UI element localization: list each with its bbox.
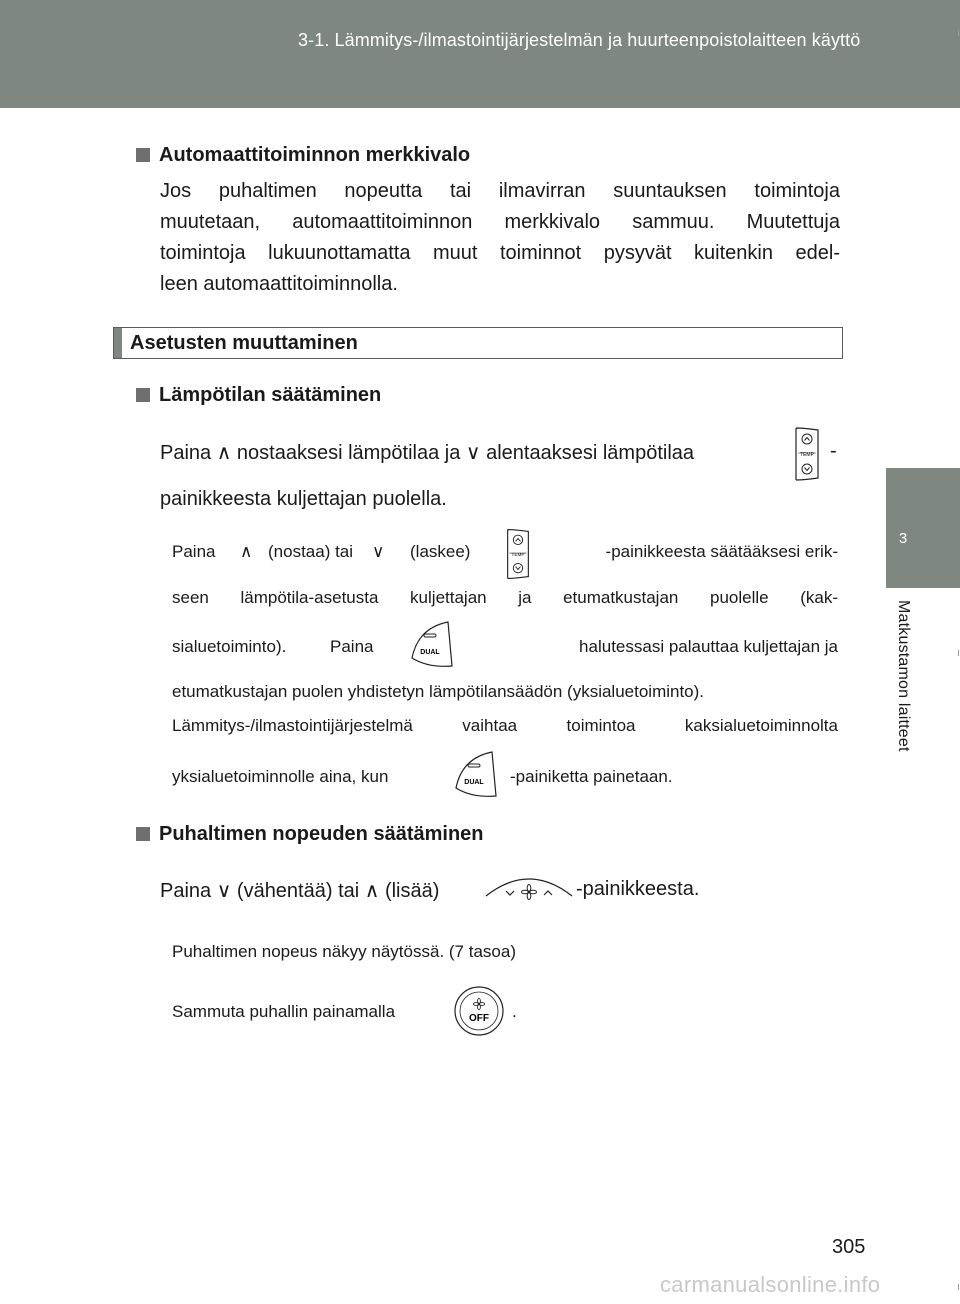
page-header xyxy=(0,0,960,108)
temp-line-2: painikkeesta kuljettajan puolella. xyxy=(160,488,447,510)
crop-mark xyxy=(958,1284,959,1290)
crop-mark xyxy=(958,650,959,656)
temp-label: TEMP xyxy=(511,551,525,557)
fan-icon xyxy=(473,998,484,1009)
fan-line: Paina ∨ (vähentää) tai ∧ (lisää) -painikkeesta. xyxy=(160,862,840,922)
subheading-auto-indicator: Automaattitoiminnon merkkivalo xyxy=(136,144,470,167)
fan-off-button-icon xyxy=(452,984,506,1043)
side-tab-label: Matkustamon laitteet xyxy=(895,600,912,752)
chapter-title: 3-1. Lämmitys-/ilmastointijärjestelmän ja huurteenpoistolaitteen käyttö xyxy=(298,30,861,50)
side-tab-number: 3 xyxy=(898,530,908,547)
dual-label: DUAL xyxy=(420,649,440,656)
text-line: Jos puhaltimen nopeutta tai ilmavirran suuntauksen toimintoja xyxy=(160,180,840,202)
fan-icon xyxy=(522,885,537,900)
temp-label: TEMP xyxy=(800,452,814,458)
subheading-fan-speed: Puhaltimen nopeuden säätäminen xyxy=(136,823,484,846)
page-number: 305 xyxy=(832,1236,866,1258)
temp-button-icon xyxy=(502,526,534,587)
dual-button-icon xyxy=(452,750,502,805)
fan-small-line-1: Puhaltimen nopeus näkyy näytössä. (7 tasoa) xyxy=(172,942,516,961)
side-tab-marker xyxy=(886,468,960,588)
text-line: toimintoja lukuunottamatta muut toiminnot pysyvät kuitenkin edel- xyxy=(160,242,840,264)
fan-small-line-2: Sammuta puhallin painamalla OFF . xyxy=(172,984,672,1040)
text-line: muutetaan, automaattitoiminnon merkkivalo sammuu. Muutettuja xyxy=(160,211,840,233)
off-label: OFF xyxy=(469,1013,489,1024)
temp-small-line-5: Lämmitys-/ilmastointijärjestelmä vaihtaa toimintoa kaksialuetoiminnolta xyxy=(172,716,838,735)
section-title: Asetusten muuttaminen xyxy=(130,332,358,354)
temp-button-icon xyxy=(790,426,824,488)
section-title-bar xyxy=(114,328,122,358)
text-line: leen automaattitoiminnolla. xyxy=(160,273,398,295)
subheading-temperature: Lämpötilan säätäminen xyxy=(136,384,381,407)
temp-small-line-2: seen lämpötila-asetusta kuljettajan ja etumatkustajan puolelle (kak- xyxy=(172,588,838,607)
crop-mark xyxy=(958,30,959,36)
dual-button-icon xyxy=(408,620,458,675)
square-bullet-icon xyxy=(136,388,150,402)
dual-label: DUAL xyxy=(464,779,484,786)
temp-line-1: Paina ∧ nostaaksesi lämpötilaa ja ∨ alentaaksesi lämpötilaa TEMP - xyxy=(160,424,840,482)
section-title-box xyxy=(113,327,843,359)
temp-small-line-6: yksialuetoiminnolle aina, kun DUAL -painiketta painetaan. xyxy=(172,750,838,802)
watermark: carmanualsonline.info xyxy=(660,1272,881,1297)
temp-small-line-3: sialuetoiminto). Paina DUAL halutessasi palauttaa kuljettajan ja xyxy=(172,620,838,672)
temp-small-line-4: etumatkustajan puolen yhdistetyn lämpötilansäädön (yksialuetoiminto). xyxy=(172,682,705,701)
square-bullet-icon xyxy=(136,827,150,841)
square-bullet-icon xyxy=(136,148,150,162)
fan-speed-button-icon xyxy=(482,866,576,922)
temp-small-line-1: Paina ∧ (nostaa) tai ∨ (laskee) TEMP -painikkeesta säätääksesi erik- xyxy=(172,524,838,584)
auto-indicator-paragraph xyxy=(160,176,840,300)
